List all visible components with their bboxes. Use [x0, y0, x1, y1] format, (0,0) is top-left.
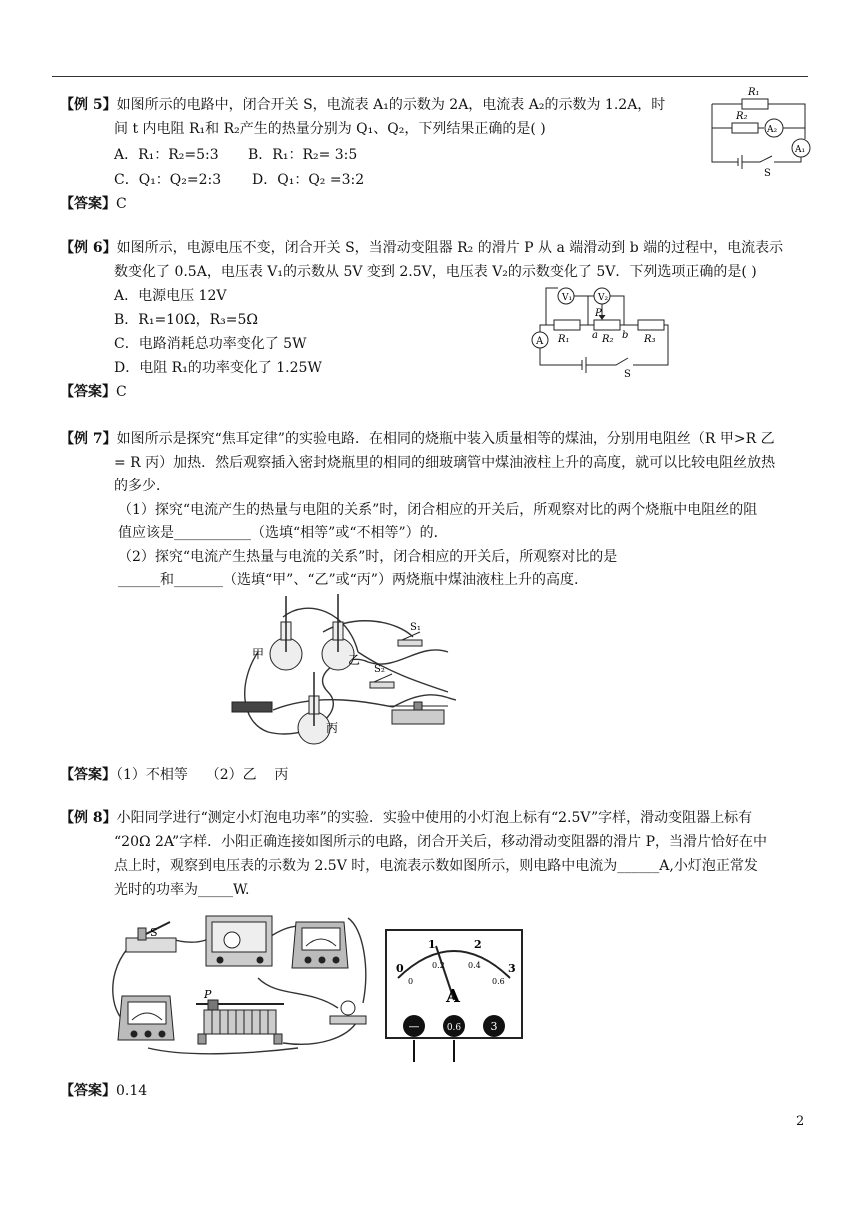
end-b-label: b: [622, 330, 629, 341]
r3-label: R₃: [644, 334, 656, 345]
ex6-answer-tag: 【答案】: [60, 384, 116, 400]
ex5-line-2: 间 t 内电阻 R₁和 R₂产生的热量分别为 Q₁、Q₂，下列结果正确的是( ): [114, 121, 546, 137]
ex6-answer-value: C: [116, 384, 127, 400]
ex7-q1-line-2: 值应该是___________（选填“相等”或“不相等”）的．: [118, 525, 448, 541]
ex7-answer-tag: 【答案】: [60, 767, 116, 783]
ex8-answer-value: 0.14: [116, 1083, 148, 1099]
rheostat: [196, 1000, 284, 1044]
ex5-option-a: A．R₁：R₂=5:3: [114, 147, 219, 163]
slider-p-label: P: [595, 308, 602, 319]
ex7-text-1: 如图所示是探究“焦耳定律”的实验电路．在相同的烧瓶中装入质量相等的煤油，分别用电阻丝（R 甲>R 乙: [116, 431, 775, 447]
terminal-minus-label: —: [408, 1020, 420, 1033]
switch-s2: [370, 682, 394, 688]
ex7-answer-value: （1）不相等 （2）乙 丙: [116, 767, 289, 783]
ex7-q1-line-1: （1）探究“电流产生的热量与电阻的关系”时，闭合相应的开关后，所观察对比的两个烧瓶中电阻丝的阻: [118, 502, 758, 518]
ex8-line-3: 点上时，观察到电压表的示数为 2.5V 时，电流表示数如图所示，则电路中电流为______A,小灯泡正常发: [114, 858, 758, 874]
slider-p-label: P: [204, 988, 212, 1001]
ex8-text-1: 小阳同学进行“测定小灯泡电功率”的实验．实验中使用的小灯泡上标有“2.5V”字样，滑动变阻器上标有: [116, 810, 753, 826]
v2-label: V₂: [598, 293, 609, 303]
ex7-apparatus-figure: [228, 592, 468, 754]
ex5-option-c: C．Q₁：Q₂=2:3: [114, 172, 222, 188]
v1-label: V₁: [562, 293, 573, 303]
scale-top-2: 2: [474, 938, 482, 951]
scale-bottom-0: 0: [408, 977, 414, 986]
a2-label: A₂: [767, 125, 778, 135]
ex6-line-1: [60, 237, 783, 257]
ex8-line-2: “20Ω 2A”字样．小阳正确连接如图所示的电路，闭合开关后，移动滑动变阻器的滑片 P，当滑片恰好在中: [114, 834, 768, 850]
r1-resistor: [554, 320, 580, 330]
header-rule: [52, 76, 808, 77]
r2-rheostat: [594, 320, 620, 330]
ex5-line-1: [60, 94, 665, 114]
ex5-option-d: D．Q₁：Q₂ =3:2: [252, 172, 365, 188]
scale-top-1: 1: [428, 938, 436, 951]
ammeter-dial-figure: [384, 928, 526, 1064]
ex5-tag: 【例 5】: [60, 97, 117, 113]
label-bing: 丙: [326, 721, 339, 735]
ex7-line-2: = R 丙）加热．然后观察插入密封烧瓶里的相同的细玻璃管中煤油液柱上升的高度，就可以比较电阻丝放热: [114, 455, 776, 471]
scale-bottom-1: 0.2: [432, 961, 445, 970]
ex5-answer-tag: 【答案】: [60, 196, 116, 212]
ex6-text-1: 如图所示，电源电压不变，闭合开关 S，当滑动变阻器 R₂ 的滑片 P 从 a 端滑动到 b 端的过程中，电流表示: [116, 240, 784, 256]
ex5-circuit-diagram: [700, 84, 820, 179]
ex6-option-a: A．电源电压 12V: [114, 288, 227, 304]
ex5-option-b: B．R₁：R₂= 3:5: [248, 147, 358, 163]
label-s2: S₂: [374, 664, 385, 675]
scale-bottom-3: 0.6: [492, 977, 505, 986]
ex7-q2-line-2: ______和_______（选填“甲”、“乙”或“丙”）两烧瓶中煤油液柱上升的高度.: [118, 572, 579, 588]
ex8-answer: [60, 1080, 147, 1100]
ex5-answer: [60, 193, 127, 213]
r3-resistor: [638, 320, 664, 330]
ex7-tag: 【例 7】: [60, 431, 117, 447]
ex6-tag: 【例 6】: [60, 240, 117, 256]
ammeter: [118, 996, 174, 1040]
switch-label: S: [150, 926, 158, 939]
ex6-answer: [60, 381, 127, 401]
ex6-line-2: 数变化了 0.5A，电压表 V₁的示数从 5V 变到 2.5V，电压表 V₂的示数变化了 5V．下列选项正确的是( ): [114, 264, 757, 280]
label-s1: S₁: [410, 622, 421, 633]
end-a-label: a: [592, 330, 598, 341]
ex8-answer-tag: 【答案】: [60, 1083, 116, 1099]
r1-label: R₁: [558, 334, 570, 345]
ex8-tag: 【例 8】: [60, 810, 117, 826]
ex7-answer: [60, 764, 288, 784]
ex5-answer-value: C: [116, 196, 127, 212]
label-yi: 乙: [348, 653, 361, 667]
ex6-circuit-diagram: [528, 280, 678, 380]
lamp: [330, 1001, 366, 1024]
r1-label: R₁: [748, 87, 760, 98]
terminal-0-6-label: 0.6: [446, 1023, 462, 1033]
battery: [232, 702, 272, 712]
ex7-line-1: [60, 428, 775, 448]
power-supply: [206, 916, 272, 966]
flask-jia: [270, 596, 302, 670]
switch-label: S: [624, 369, 631, 380]
label-jia: 甲: [252, 647, 265, 661]
scale-top-0: 0: [396, 962, 404, 975]
ex8-apparatus-figure: [108, 908, 378, 1058]
r2-label: R₂: [736, 111, 748, 122]
ex7-q2-line-1: （2）探究“电流产生热量与电流的关系”时，闭合相应的开关后，所观察对比的是: [118, 549, 618, 565]
dial-unit-label: A: [446, 986, 460, 1007]
ex6-option-d: D．电阻 R₁的功率变化了 1.25W: [114, 360, 322, 376]
terminal-3-label: 3: [490, 1020, 498, 1033]
r2-label: R₂: [602, 334, 614, 345]
r1-resistor: [742, 99, 768, 109]
ex8-line-1: [60, 807, 752, 827]
ex5-text-1: 如图所示的电路中，闭合开关 S，电流表 A₁的示数为 2A，电流表 A₂的示数为 1.2A，时: [116, 97, 666, 113]
r2-resistor: [732, 123, 758, 133]
ammeter-label: A: [536, 336, 544, 347]
scale-top-3: 3: [508, 962, 516, 975]
ex6-option-c: C．电路消耗总功率变化了 5W: [114, 336, 307, 352]
page-number: 2: [796, 1114, 805, 1129]
ex6-option-b: B．R₁=10Ω，R₃=5Ω: [114, 312, 258, 328]
ex8-line-4: 光时的功率为_____W.: [114, 882, 250, 898]
voltmeter: [292, 922, 348, 968]
a1-label: A₁: [795, 145, 806, 155]
ex7-line-3: 的多少．: [114, 478, 170, 494]
switch-label: S: [764, 168, 771, 179]
scale-bottom-2: 0.4: [468, 961, 481, 970]
switch-s1: [398, 640, 422, 646]
